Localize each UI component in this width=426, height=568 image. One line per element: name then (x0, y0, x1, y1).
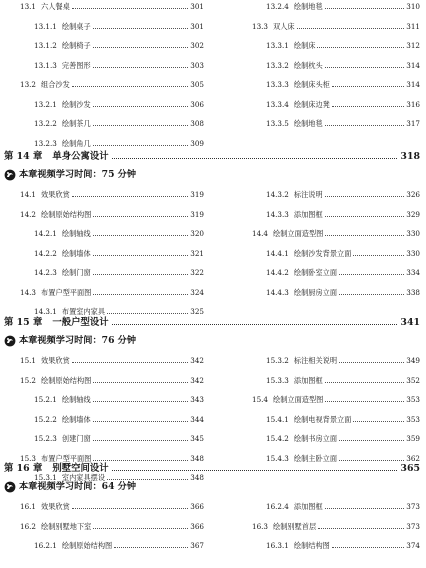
video-disc-icon (4, 481, 16, 493)
dot-leader (93, 216, 188, 217)
toc-entry[interactable] (20, 210, 204, 220)
chapter-title: 单身公寓设计 (52, 151, 109, 162)
toc-entry-title: 绘制地毯 (293, 2, 323, 11)
toc-entry[interactable] (20, 2, 204, 12)
toc-entry[interactable] (252, 395, 420, 405)
toc-entry-number: 13.3 (252, 21, 269, 31)
toc-entry[interactable] (266, 376, 420, 386)
chapter-heading[interactable] (4, 150, 420, 163)
toc-entry-number: 13.3.3 (266, 80, 289, 89)
toc-entry-title: 标注相关说明 (293, 356, 338, 365)
toc-entry-title: 绘制轴线 (61, 229, 91, 238)
toc-entry-number: 15.2.1 (34, 395, 57, 404)
toc-entry-title: 布置室内家具 (61, 307, 106, 316)
toc-entry[interactable] (34, 119, 204, 129)
dot-leader (93, 528, 188, 529)
toc-entry-title: 标注说明 (293, 190, 323, 199)
dot-leader (317, 47, 404, 48)
toc-entry[interactable] (266, 61, 420, 71)
toc-entry-page: 321 (190, 248, 204, 258)
toc-entry-page: 301 (190, 2, 204, 11)
toc-entry-page: 316 (406, 99, 420, 109)
toc-entry-title: 绘制原始结构图 (41, 209, 92, 219)
toc-entry-number: 15.1 (20, 356, 37, 365)
dot-leader (93, 145, 189, 146)
toc-entry-number: 13.1.2 (34, 41, 57, 50)
toc-entry-page: 349 (406, 356, 420, 365)
dot-leader (72, 508, 189, 509)
dot-leader (325, 508, 405, 509)
toc-entry-page: 334 (406, 268, 420, 277)
toc-entry-page: 374 (406, 541, 420, 550)
chapter-number: 第 14 章 (4, 151, 43, 162)
toc-entry-title: 绘制厨房立面 (293, 287, 338, 297)
toc-entry-title: 绘制原始结构图 (41, 375, 92, 385)
toc-entry-page: 366 (190, 521, 204, 531)
dot-leader (93, 421, 189, 422)
toc-entry-number: 15.4.3 (266, 453, 289, 463)
toc-entry-title: 绘制床头柜 (293, 80, 330, 89)
dot-leader (93, 47, 189, 48)
toc-entry-page: 319 (190, 190, 204, 199)
dot-leader (93, 401, 189, 402)
toc-entry[interactable] (266, 190, 420, 200)
toc-entry-number: 14.3.2 (266, 190, 289, 199)
toc-entry-number: 13.3.5 (266, 119, 289, 128)
toc-entry-number: 16.3.1 (266, 541, 289, 550)
toc-entry[interactable] (20, 80, 204, 90)
toc-entry-number: 13.3.2 (266, 60, 289, 70)
dot-leader (93, 106, 189, 107)
video-duration-line (4, 334, 136, 347)
toc-entry-number: 13.3.1 (266, 41, 289, 50)
chapter-heading[interactable] (4, 316, 420, 329)
chapter-number: 第 16 章 (4, 463, 43, 474)
toc-entry[interactable] (34, 41, 204, 51)
toc-entry-title: 绘制桌子 (61, 21, 91, 31)
dot-leader (93, 460, 188, 461)
toc-entry-number: 15.3.2 (266, 356, 289, 365)
toc-entry-page: 319 (190, 209, 204, 219)
toc-entry-number: 14.3.3 (266, 209, 289, 219)
toc-entry-title: 绘制原始结构图 (61, 541, 113, 550)
toc-entry-page: 342 (190, 356, 204, 365)
toc-entry-page: 362 (406, 453, 420, 463)
video-duration-text: 本章视频学习时间：76 分钟 (19, 335, 137, 346)
toc-entry-title: 绘制床 (293, 41, 316, 50)
toc-entry[interactable] (34, 541, 204, 551)
toc-entry-title: 六人餐桌 (41, 2, 70, 11)
chapter-title: 别墅空间设计 (52, 463, 109, 474)
toc-entry-title: 添加图框 (293, 375, 323, 385)
dot-leader (325, 401, 404, 402)
toc-entry-page: 312 (406, 41, 420, 50)
toc-entry-number: 13.3.4 (266, 99, 289, 109)
toc-entry-number: 13.1.3 (34, 60, 57, 70)
toc-entry-title: 绘制结构图 (293, 541, 330, 550)
dot-leader (353, 255, 404, 256)
toc-entry[interactable] (266, 210, 420, 220)
toc-entry-page: 302 (190, 41, 204, 50)
toc-entry-title: 绘制轴线 (61, 395, 91, 404)
toc-entry-page: 322 (190, 268, 204, 277)
toc-entry-page: 366 (190, 502, 204, 511)
dot-leader (325, 382, 405, 383)
toc-entry-title: 绘制茶几 (61, 119, 91, 128)
toc-entry-title: 绘制别墅首层 (273, 521, 317, 531)
toc-entry-title: 绘制电视背景立面 (293, 414, 352, 424)
dot-leader (325, 216, 405, 217)
toc-entry[interactable] (266, 119, 420, 129)
toc-entry-page: 306 (190, 99, 204, 109)
dot-leader (332, 106, 404, 107)
toc-entry-number: 14.3 (20, 287, 37, 297)
dot-leader (93, 235, 189, 236)
toc-entry-page: 373 (406, 502, 420, 511)
chapter-page: 365 (400, 463, 420, 474)
toc-entry-number: 14.1 (20, 190, 37, 199)
toc-entry[interactable] (266, 541, 420, 551)
video-duration-line (4, 480, 136, 493)
toc-entry-title: 效果欣赏 (41, 502, 70, 511)
toc-entry-title: 绘制角几 (61, 138, 91, 148)
toc-entry-number: 15.2 (20, 375, 37, 385)
toc-entry-title: 绘制墙体 (61, 414, 91, 424)
dot-leader (325, 196, 405, 197)
dot-leader (93, 67, 189, 68)
toc-entry[interactable] (34, 268, 204, 278)
toc-entry-page: 330 (406, 229, 420, 238)
toc-entry[interactable] (266, 356, 420, 366)
toc-entry[interactable] (34, 22, 204, 32)
toc-entry[interactable] (266, 249, 420, 259)
toc-entry-page: 344 (190, 414, 204, 424)
toc-entry[interactable] (266, 288, 420, 298)
dot-leader (72, 8, 189, 9)
toc-entry-title: 完善图形 (61, 60, 91, 70)
dot-leader (339, 460, 404, 461)
toc-entry-number: 15.3.3 (266, 375, 289, 385)
toc-entry-number: 13.1 (20, 2, 37, 11)
toc-entry-number: 13.2.2 (34, 119, 57, 128)
toc-entry-title: 室内家具摆设 (61, 473, 106, 482)
toc-entry-number: 14.2.1 (34, 229, 57, 238)
dot-leader (112, 324, 398, 325)
video-disc-icon (4, 335, 16, 347)
toc-entry-title: 添加图框 (293, 502, 323, 511)
toc-entry[interactable] (20, 190, 204, 200)
toc-entry-number: 14.2.3 (34, 268, 57, 277)
toc-entry[interactable] (34, 100, 204, 110)
toc-entry[interactable] (266, 100, 420, 110)
toc-entry-page: 301 (190, 21, 204, 31)
toc-entry-page: 305 (190, 80, 204, 89)
toc-entry-page: 373 (406, 521, 420, 531)
toc-entry-title: 双人床 (273, 21, 295, 31)
toc-entry-title: 绘制门窗 (61, 268, 91, 277)
toc-entry[interactable] (20, 376, 204, 386)
toc-entry-page: 352 (406, 375, 420, 385)
toc-entry-number: 14.2 (20, 209, 37, 219)
toc-entry-number: 14.2.2 (34, 248, 57, 258)
toc-entry[interactable] (34, 395, 204, 405)
toc-entry[interactable] (20, 522, 204, 532)
toc-entry-title: 绘制椅子 (61, 41, 91, 50)
toc-entry-page: 359 (406, 434, 420, 443)
dot-leader (72, 362, 189, 363)
dot-leader (93, 294, 188, 295)
dot-leader (93, 440, 189, 441)
toc-entry-title: 绘制书房立面 (293, 434, 338, 443)
dot-leader (318, 528, 404, 529)
toc-entry-page: 342 (190, 375, 204, 385)
toc-entry-number: 13.2.3 (34, 138, 57, 148)
toc-entry-page: 367 (190, 541, 204, 550)
dot-leader (325, 125, 405, 126)
dot-leader (93, 255, 189, 256)
toc-entry-page: 353 (406, 395, 420, 404)
toc-entry-title: 布置户型平面图 (41, 453, 92, 463)
dot-leader (339, 294, 404, 295)
toc-entry-page: 308 (190, 119, 204, 128)
toc-entry-title: 组合沙发 (41, 80, 70, 89)
toc-entry-page: 353 (406, 414, 420, 424)
toc-entry-number: 15.4 (252, 395, 269, 404)
toc-entry-number: 13.2 (20, 80, 37, 89)
dot-leader (325, 8, 405, 9)
toc-entry[interactable] (266, 502, 420, 512)
dot-leader (325, 67, 405, 68)
toc-entry-page: 338 (406, 287, 420, 297)
video-duration-text: 本章视频学习时间：75 分钟 (19, 169, 137, 180)
toc-entry-number: 15.2.3 (34, 434, 57, 443)
dot-leader (332, 86, 404, 87)
toc-entry-number: 16.2 (20, 521, 37, 531)
toc-entry-page: 314 (406, 80, 420, 89)
toc-entry-title: 绘制立面造型图 (273, 395, 324, 404)
toc-entry-page: 320 (190, 229, 204, 238)
chapter-number: 第 15 章 (4, 317, 43, 328)
toc-entry-number: 15.3 (20, 453, 37, 463)
dot-leader (72, 86, 189, 87)
toc-entry-title: 绘制主卧立面 (293, 453, 338, 463)
toc-entry-number: 15.4.1 (266, 414, 289, 424)
toc-entry-title: 效果欣赏 (41, 356, 70, 365)
toc-entry-number: 14.4.1 (266, 248, 289, 258)
toc-entry-title: 绘制卧室立面 (293, 268, 338, 277)
toc-entry-title: 绘制沙发 (61, 99, 91, 109)
toc-entry-page: 311 (406, 21, 420, 31)
toc-entry-number: 15.3.1 (34, 473, 57, 482)
toc-entry-number: 16.3 (252, 521, 269, 531)
toc-entry-page: 345 (190, 434, 204, 443)
toc-entry-title: 绘制枕头 (293, 60, 323, 70)
toc-entry-page: 303 (190, 60, 204, 70)
toc-entry[interactable] (34, 434, 204, 444)
toc-entry-page: 325 (190, 307, 204, 316)
dot-leader (93, 274, 189, 275)
toc-entry[interactable] (34, 249, 204, 259)
toc-entry-title: 绘制沙发背景立面 (293, 248, 352, 258)
toc-entry[interactable] (20, 502, 204, 512)
toc-entry-number: 13.1.1 (34, 21, 57, 31)
toc-entry-number: 13.2.4 (266, 2, 289, 11)
dot-leader (339, 362, 404, 363)
dot-leader (353, 421, 404, 422)
toc-entry-page: 309 (190, 138, 204, 148)
toc-entry-number: 13.2.1 (34, 99, 57, 109)
toc-entry-page: 317 (406, 119, 420, 128)
dot-leader (325, 235, 404, 236)
chapter-page: 318 (400, 151, 420, 162)
dot-leader (112, 470, 398, 471)
video-duration-line (4, 168, 136, 181)
toc-entry[interactable] (20, 288, 204, 298)
video-duration-text: 本章视频学习时间：64 分钟 (19, 481, 137, 492)
toc-entry[interactable] (266, 80, 420, 90)
toc-entry-page: 314 (406, 60, 420, 70)
toc-entry[interactable] (34, 139, 204, 149)
dot-leader (339, 274, 404, 275)
dot-leader (93, 28, 189, 29)
toc-entry-title: 绘制墙体 (61, 248, 91, 258)
toc-entry-number: 15.2.2 (34, 414, 57, 424)
toc-entry-page: 330 (406, 248, 420, 258)
toc-entry-number: 14.4.2 (266, 268, 289, 277)
toc-entry[interactable] (34, 415, 204, 425)
toc-entry-number: 16.1 (20, 502, 37, 511)
toc-entry[interactable] (252, 22, 420, 32)
toc-entry-page: 329 (406, 209, 420, 219)
toc-entry-page: 343 (190, 395, 204, 404)
toc-entry[interactable] (266, 41, 420, 51)
toc-entry-number: 15.4.2 (266, 434, 289, 443)
dot-leader (339, 440, 404, 441)
toc-entry-page: 348 (190, 453, 204, 463)
dot-leader (72, 196, 189, 197)
dot-leader (112, 158, 398, 159)
toc-entry-number: 14.4 (252, 229, 269, 238)
dot-leader (93, 382, 188, 383)
dot-leader (297, 28, 405, 29)
toc-entry-title: 绘制立面造型图 (273, 229, 324, 238)
toc-entry-title: 添加图框 (293, 209, 323, 219)
toc-entry[interactable] (266, 415, 420, 425)
video-disc-icon (4, 169, 16, 181)
toc-entry[interactable] (34, 61, 204, 71)
dot-leader (107, 313, 188, 314)
toc-entry[interactable] (266, 268, 420, 278)
toc-entry-title: 效果欣赏 (41, 190, 70, 199)
dot-leader (114, 547, 188, 548)
toc-entry[interactable] (20, 356, 204, 366)
toc-entry-number: 14.4.3 (266, 287, 289, 297)
toc-entry-title: 创建门窗 (61, 434, 91, 443)
toc-entry-page: 326 (406, 190, 420, 199)
toc-entry-page: 348 (190, 473, 204, 482)
chapter-heading[interactable] (4, 462, 420, 475)
toc-entry-title: 绘制别墅地下室 (41, 521, 92, 531)
dot-leader (332, 547, 404, 548)
toc-entry[interactable] (266, 2, 420, 12)
toc-entry-page: 324 (190, 287, 204, 297)
chapter-page: 341 (400, 317, 420, 328)
toc-entry-number: 14.3.1 (34, 307, 57, 316)
toc-entry-number: 16.2.1 (34, 541, 57, 550)
toc-entry-title: 绘制地毯 (293, 119, 323, 128)
toc-entry[interactable] (252, 522, 420, 532)
toc-entry[interactable] (252, 229, 420, 239)
chapter-title: 一般户型设计 (52, 317, 109, 328)
toc-entry[interactable] (34, 229, 204, 239)
toc-entry-page: 310 (406, 2, 420, 11)
dot-leader (93, 125, 189, 126)
toc-entry-title: 布置户型平面图 (41, 287, 92, 297)
toc-entry[interactable] (266, 434, 420, 444)
toc-entry-number: 16.2.4 (266, 502, 289, 511)
toc-entry-title: 绘制床边凳 (293, 99, 330, 109)
